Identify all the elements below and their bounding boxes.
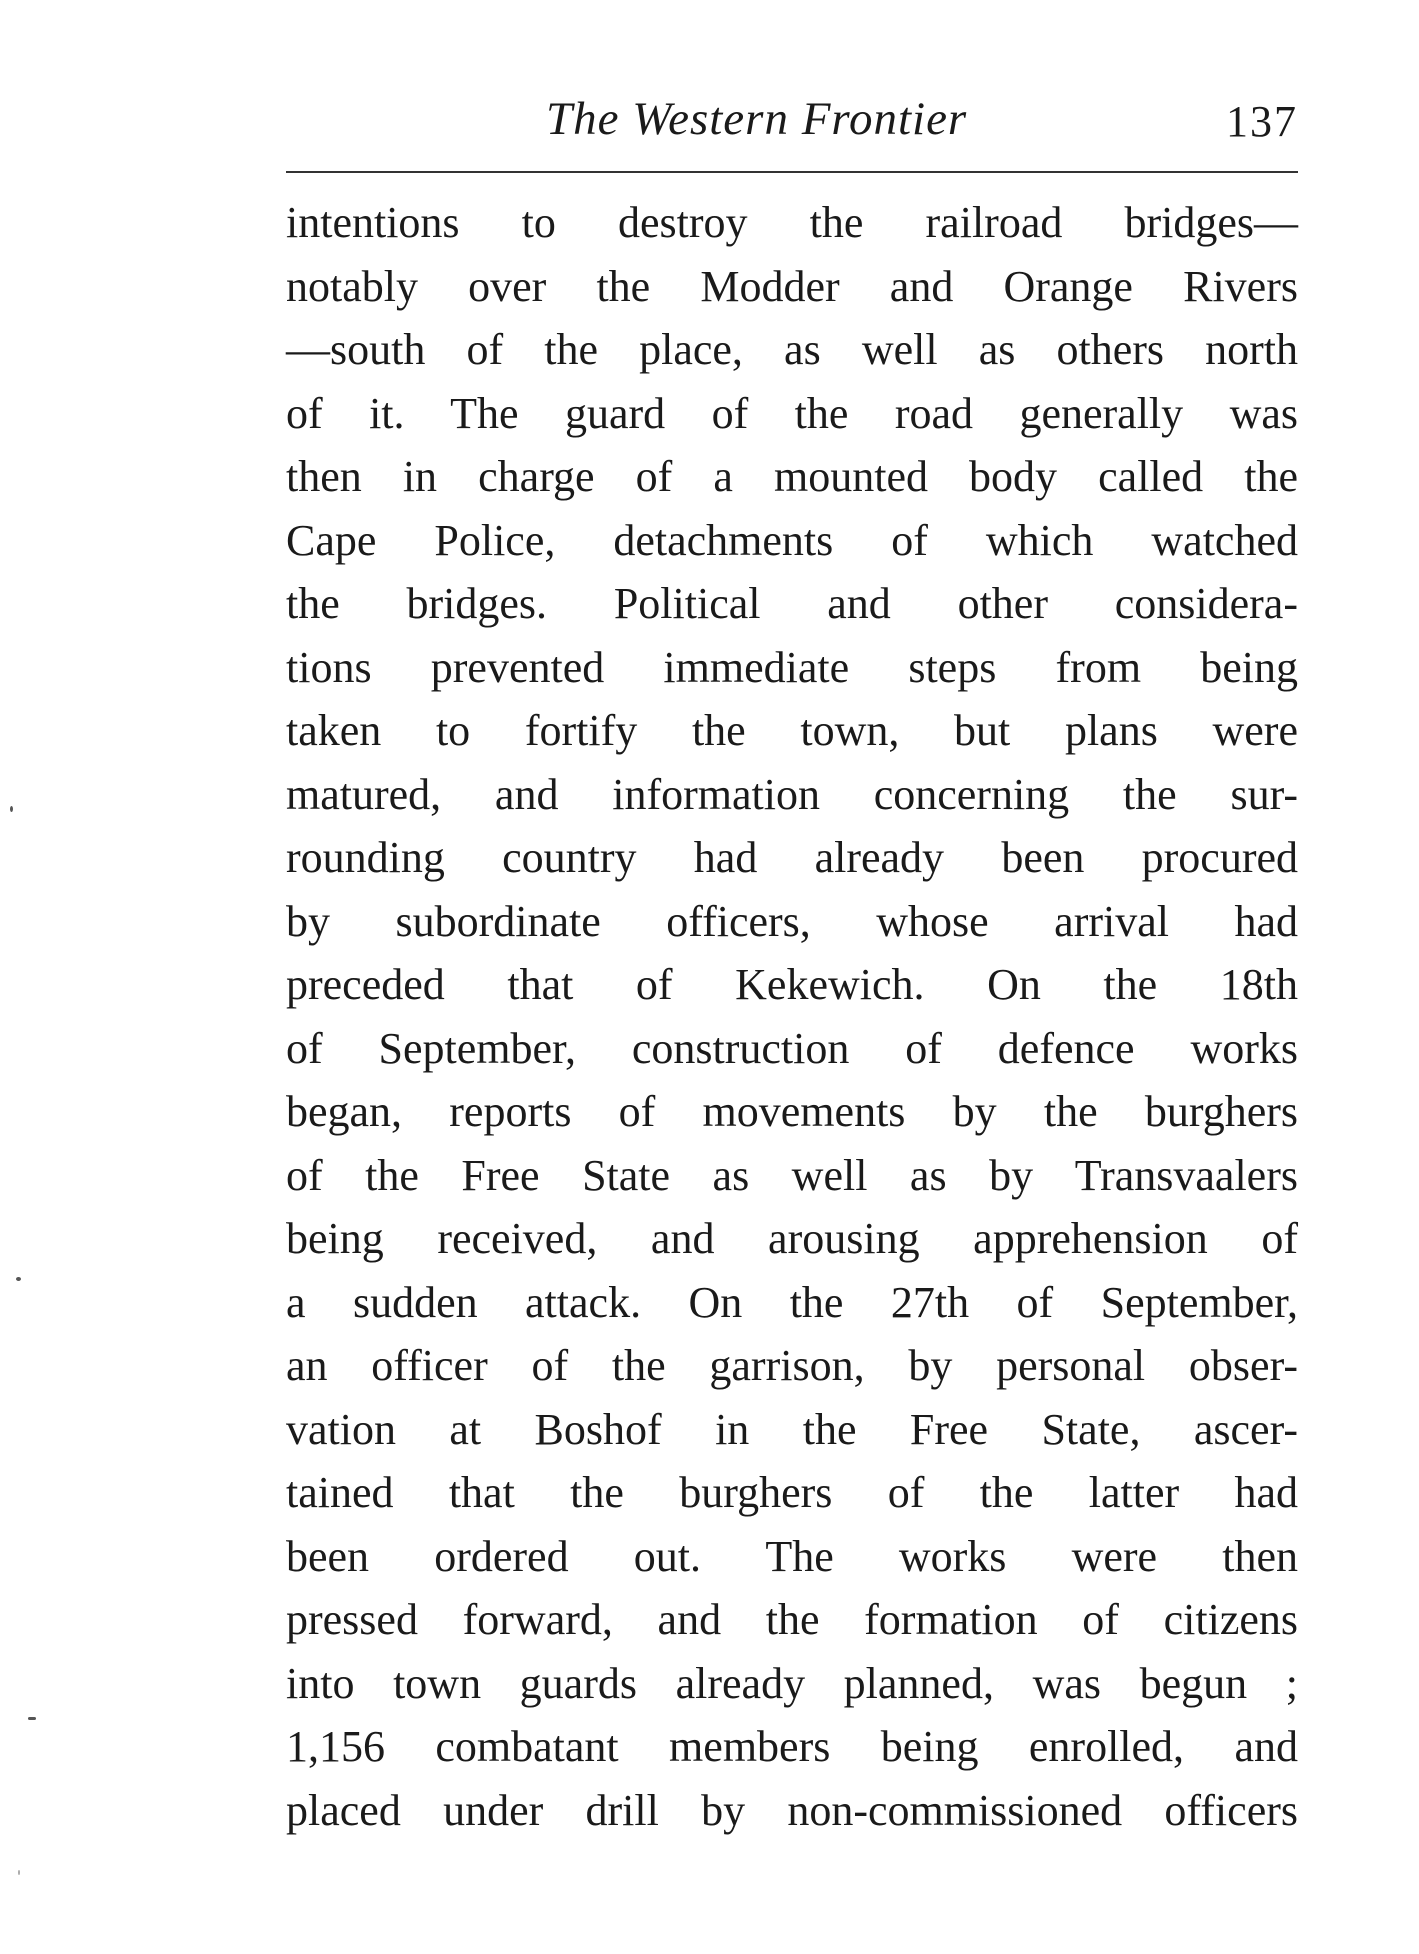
text-line: by subordinate officers, whose arrival had	[286, 896, 1298, 946]
page-number: 137	[1226, 97, 1298, 146]
text-line: an officer of the garrison, by personal obser-	[286, 1341, 1298, 1390]
text-line: a sudden attack. On the 27th of September,	[286, 1277, 1298, 1327]
text-line: of the Free State as well as by Transvaalers	[286, 1150, 1298, 1200]
running-head	[286, 92, 1298, 162]
scan-speck	[10, 806, 13, 812]
text-line: preceded that of Kekewich. On the 18th	[286, 960, 1298, 1009]
header-rule	[286, 171, 1298, 173]
text-line: matured, and information concerning the sur-	[286, 769, 1298, 819]
text-line: vation at Boshof in the Free State, ascer-	[286, 1404, 1298, 1454]
text-line: notably over the Modder and Orange Rivers	[286, 261, 1298, 311]
text-line: into town guards already planned, was begun ;	[286, 1658, 1298, 1708]
text-line: 1,156 combatant members being enrolled, and	[286, 1722, 1298, 1771]
text-line: placed under drill by non-commissioned officers	[286, 1785, 1298, 1835]
text-line: taken to fortify the town, but plans were	[286, 706, 1298, 755]
text-line: tions prevented immediate steps from being	[286, 642, 1298, 692]
text-line: the bridges. Political and other considera-	[286, 579, 1298, 628]
text-line: been ordered out. The works were then	[286, 1531, 1298, 1581]
text-line: tained that the burghers of the latter had	[286, 1468, 1298, 1517]
text-line: being received, and arousing apprehension of	[286, 1214, 1298, 1263]
text-line: began, reports of movements by the burghers	[286, 1087, 1298, 1136]
scan-speck	[16, 1277, 21, 1281]
text-line: pressed forward, and the formation of citizens	[286, 1595, 1298, 1644]
text-line: of September, construction of defence works	[286, 1023, 1298, 1073]
text-line: —south of the place, as well as others north	[286, 325, 1298, 374]
scan-speck	[28, 1717, 36, 1720]
text-line: Cape Police, detachments of which watched	[286, 515, 1298, 565]
text-line: then in charge of a mounted body called the	[286, 452, 1298, 501]
text-line: intentions to destroy the railroad bridges—	[286, 198, 1298, 247]
scan-speck	[18, 1870, 20, 1875]
text-line: rounding country had already been procured	[286, 833, 1298, 882]
text-line: of it. The guard of the road generally was	[286, 388, 1298, 438]
running-title: The Western Frontier	[546, 93, 968, 145]
body-text	[286, 191, 1298, 1842]
